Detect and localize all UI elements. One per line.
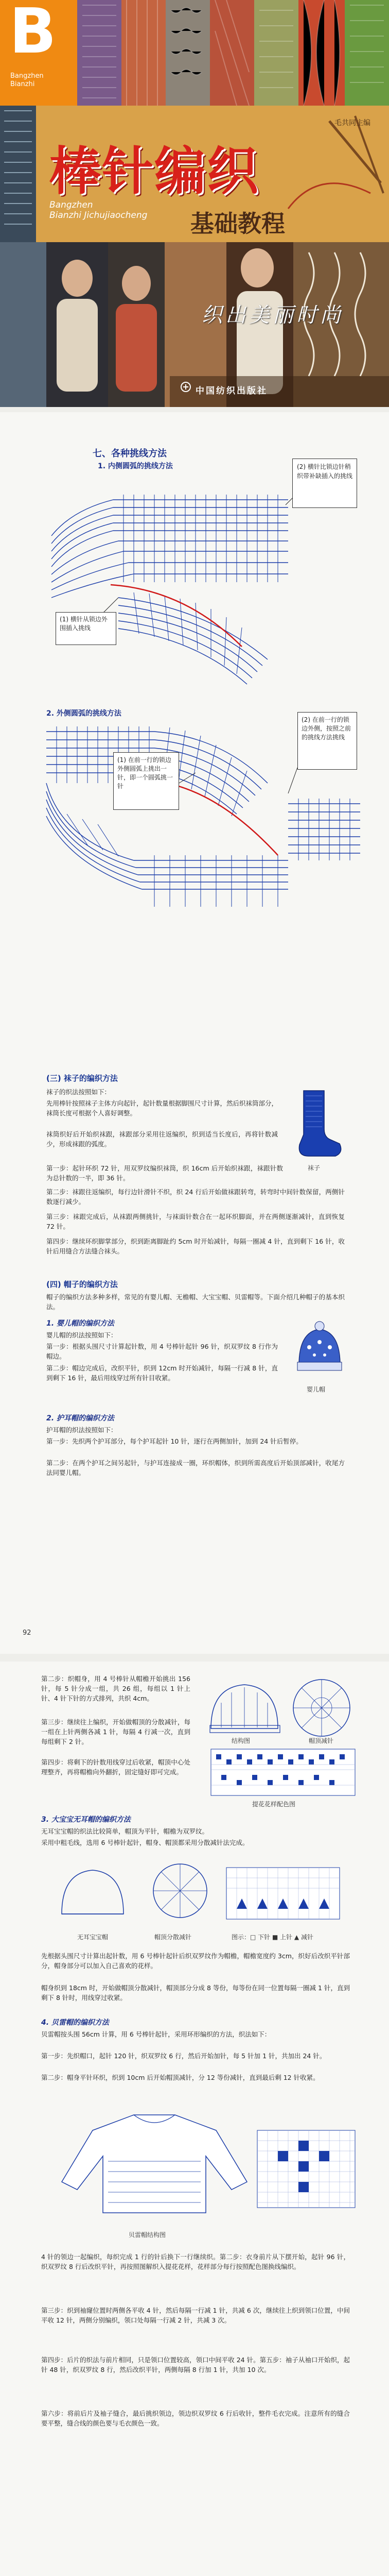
earflap-para-2: 第二步：在两个护耳之间另起针，与护耳连接成一圈，环织帽体，织到所需高度后开始顶部减针，收尾方法同婴儿帽。 [46,1459,345,1477]
big-baby-hat-para-0: 无耳宝宝帽的织法比较简单，帽顶为平针，帽檐为双罗纹。 [41,1827,209,1835]
cover-publisher: 中国纺织出版社 [196,386,268,396]
baby-hat-para-0: 婴儿帽的织法按照如下： [46,1331,117,1339]
legend-caption: 图示：□ 下针 ■ 上针 ▲ 减针 [232,1934,313,1941]
sock-para-0: 袜子的织法按照如下： [46,1088,111,1096]
cover-calligraphy: 织出美丽时尚 [202,303,344,327]
fig-crown-decrease-caption: 帽顶分散减针 [154,1934,192,1941]
long-para-0: 4 针的领边一起编织，每织完成 1 行的针后换下一行继续织。第二步：衣身前片从下摆开始，起针 96 针，织双罗纹 8 行后改织平针，再按照图解织入提花花样，花样部分每行按照配色图换线编织。 [41,2253,350,2270]
big-baby-hat-para-1: 采用中粗毛线，选用 6 号棒针起针，帽身、帽顶都采用分散减针法完成。 [41,1839,249,1846]
beret-para-0: 贝雷帽按头围 56cm 计算，用 6 号棒针起针，采用环形编织的方法，织法如下： [41,2030,271,2038]
body-para-0: 先根据头围尺寸计算出起针数，用 6 号棒针起针后织双罗纹作为帽檐，帽檐宽度约 3cm，织好后改织平针部分，帽身部分可以加入自己喜欢的花样。 [41,1952,350,1970]
long-para-2: 第四步：后片的织法与前片相同，只是领口位置较高，领口中间平收 24 针。第五步：袖子从袖口开始织，起针 48 针，织双罗纹 8 行，然后改织平针，两侧每隔 8 行加 1 针，共加 10 次。 [41,2356,350,2374]
earflap-hat-title: 2. 护耳帽的编织方法 [46,1414,114,1422]
sock-section-title: (三) 袜子的编织方法 [46,1074,118,1083]
book-cover [0,0,389,407]
fig-colorwork-caption: 提花花样配色图 [252,1801,296,1808]
sock-para-4: 第二步：袜跟往返编织，每行边针滑针不织，织 24 行后开始做袜跟转弯，转弯时中间针数保留，两侧针数逐行减少。 [46,1188,345,1206]
publisher-logo-icon [180,381,191,393]
long-para-3: 第六步：将前后片及袖子缝合，最后挑织领边，领边织双罗纹 6 行后收针，整件毛衣完成。注意所有的缝合要平整，缝合线的颜色要与毛衣颜色一致。 [41,2410,350,2427]
cover-title: 棒针编织 [49,141,259,201]
baby-hat-title: 1. 婴儿帽的编织方法 [46,1319,114,1328]
hat-section-title: (四) 帽子的编织方法 [46,1280,118,1289]
page-hats-sweater [0,1662,389,2576]
cover-pinyin: Bangzhen Bianzhi Jichujiaocheng [49,200,148,221]
hat-intro: 帽子的编织方法多种多样，常见的有婴儿帽、无檐帽、大宝宝帽、贝雷帽等。下面介绍几种帽子的基本织法。 [46,1293,345,1311]
sock-illustration [288,1088,345,1160]
sock-para-5: 第三步：袜跟完成后，从袜跟两侧挑针，与袜面针数合在一起环织脚面，并在两侧逐渐减针，直到恢复 72 针。 [46,1213,345,1230]
body-para-1: 帽身织到 18cm 时，开始做帽顶分散减针，帽顶部分分成 8 等份，每等份在同一位置每隔一圈减 1 针，直到剩下 8 针时，用线穿过收紧。 [41,1984,350,2002]
earflap-para-0: 护耳帽的织法按照如下： [46,1426,117,1434]
cover-subtitle: 基础教程 [190,210,285,238]
note-inner-arc-2: (2) 横针比锁边针稍织带补缺插入的挑线 [292,459,357,508]
earflap-para-1: 第一步：先织两个护耳部分，每个护耳起针 10 针，逐行在两侧加针，加到 24 针后暂停。 [46,1437,303,1445]
long-para-1: 第三步：织到袖窿位置时两侧各平收 4 针，然后每隔一行减 1 针，共减 6 次，继续往上织到领口位置，中间平收 12 针，两侧分别编织，领口处每隔一行减 2 针，共减 3 次。 [41,2307,350,2324]
beret-title: 4. 贝雷帽的编织方法 [41,2019,109,2027]
note-outer-arc-1: (1) 在前一行的锁边外侧圆弧上挑出一针，即一个圆弧挑一针 [113,752,179,810]
fig-beret-caption: 贝雷帽结构图 [129,2231,166,2239]
beret-para-1: 第一步：先织帽口，起针 120 针，织双罗纹 6 行，然后开始加针，每 5 针加 1 针，共加出 24 针。 [41,2052,326,2060]
baby-hat-caption: 婴儿帽 [307,1386,326,1393]
sock-para-2: 袜筒织好后开始织袜跟，袜跟部分采用往返编织，织到适当长度后，再将针数减少，形成袜跟的弧度。 [46,1130,278,1148]
cover-editor: 毛共同主编 [334,119,370,127]
note-outer-arc-2: (2) 在前一行的锁边外侧，按照之前的挑线方法挑线 [297,712,357,770]
inner-arc-stitches [51,500,288,598]
intro-para-2: 第四步：将剩下的针数用线穿过后收紧，帽顶中心处理整齐，再将帽檐向外翻折，固定缝好即可完成。 [41,1758,190,1776]
fig-structure-caption: 结构图 [232,1737,251,1744]
note-inner-arc-1: (1) 横针从锁边外围插入挑线 [56,612,116,645]
big-baby-hat-title: 3. 大宝宝无耳帽的编织方法 [41,1816,131,1824]
sock-para-3: 第一步：起针环织 72 针，用双罗纹编织袜筒，织 16cm 后开始织袜跟，袜跟针数为总针数的一半，即 36 针。 [46,1164,283,1182]
intro-para-0: 第二步：织帽身，用 4 号棒针从帽檐开始挑出 156 针，每 5 针分成一组，共 26 组，每组以 1 针上针、4 针下针的方式排列，共织 4cm。 [41,1675,190,1702]
sock-para-1: 先用棒针按照袜子主体方向起针，起针数量根据脚围尺寸计算，然后织袜筒部分，袜筒长度可根据个人喜好调整。 [46,1099,278,1117]
sweater-diagram [31,2099,360,2228]
fig-brimless-caption: 无耳宝宝帽 [77,1934,109,1941]
beret-para-2: 第二步：帽身平针环织，织到 10cm 后开始帽顶减针，分 12 等份减针，直到最后剩 12 针收紧。 [41,2074,320,2081]
baby-hat-illustration [291,1319,348,1381]
fig-crown-caption: 帽顶减针 [309,1737,334,1744]
sock-para-6: 第四步：继续环织脚掌部分，织到距离脚趾约 5cm 时开始减针，每隔一圈减 4 针，直到剩下 16 针，收针后用缝合方法缝合袜头。 [46,1238,345,1255]
page-socks-hats [0,1062,389,1654]
section-title: 七、各种挑线方法 [93,448,167,459]
hat-structure-figs [206,1672,360,1806]
sock-caption: 袜子 [308,1164,321,1172]
caption-inner-arc: 1. 内侧圆弧的挑线方法 [98,462,173,470]
page-pickup-methods [0,412,389,1062]
page-number: 92 [23,1629,31,1637]
baby-hat-para-1: 第一步：根据头围尺寸计算起针数，用 4 号棒针起针 96 针，织双罗纹 8 行作为帽边。 [46,1343,278,1360]
caption-outer-arc: 2. 外侧圆弧的挑线方法 [46,709,121,718]
inner-arc-lower [118,598,268,684]
outer-arc-right [288,804,360,853]
series-badge [0,0,77,106]
intro-para-1: 第三步：继续往上编织，开始做帽顶的分散减针，每一组在上针两侧各减 1 针，每隔 4 行减一次，直到每组剩下 2 针。 [41,1718,190,1745]
baby-hat-para-2: 第二步：帽边完成后，改织平针，织到 12cm 时开始减针，每隔一行减 8 针，直到剩下 16 针，最后用线穿过所有针目收紧。 [46,1364,278,1382]
series-pinyin: Bangzhen Bianzhi [10,72,44,88]
brimless-hat-figs [57,1857,345,1929]
series-letter: B [9,0,57,67]
